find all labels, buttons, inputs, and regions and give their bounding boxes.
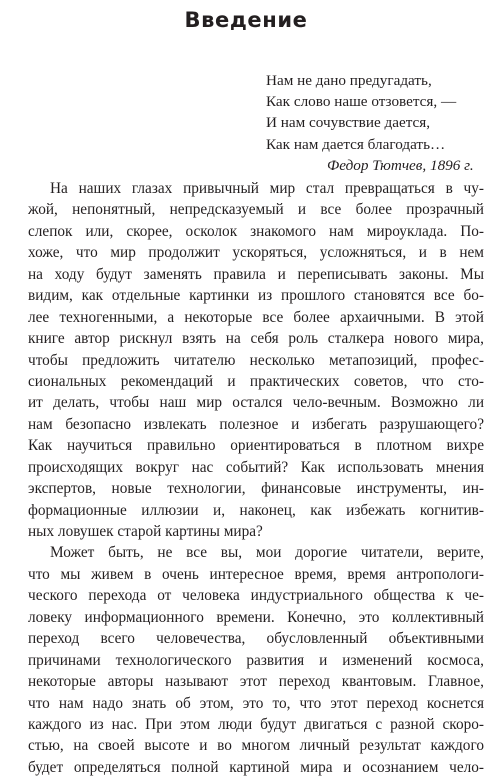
epigraph-line: Как нам дается благодать… [266,135,446,153]
paragraph-line: ческого перехода от человека индустриального общества к че- [28,587,484,605]
paragraph-line: книге автор рискнул взять на себя роль сталкера нового мира, [28,330,484,348]
paragraph-line: видим, как отдельные картинки из прошлого становятся все бо- [28,287,484,305]
paragraph-line: причинами технологического развития и изменений космоса, [28,651,484,669]
epigraph [266,70,474,176]
paragraph-line: переход всего человечества, обусловленный объективными [28,630,484,648]
paragraph-line: экспертов, новые технологии, финансовые инструменты, ин- [28,480,484,498]
paragraph-line: На наших глазах привычный мир стал превращаться в чу- [50,180,484,197]
epigraph-line: Как слово наше отзовется, — [266,93,457,111]
paragraph-line: на ходу будут заменять правила и переписывать законы. Мы [28,265,484,283]
paragraph-line: сиональных рекомендаций и практических советов, что сто- [28,372,484,390]
paragraph-line: жой, непонятный, непредсказуемый и все более прозрачный [28,201,484,219]
epigraph-line: Нам не дано предугадать, [266,72,432,89]
paragraph-line: что нам надо знать об этом, это то, что этот переход коснется [28,694,484,712]
paragraph-line: стью, на своей высоте и во многом личный результат каждого [28,737,484,755]
paragraph-line: нам безопасно извлекать полезное и избегать разрушающего? [28,415,484,433]
paragraph-line: ных ловушек старой картины мира? [28,523,263,540]
paragraph-line: Как научиться правильно ориентироваться в плотном вихре [28,437,484,455]
paragraph-line: чтобы предложить читателю несколько метапозиций, профес- [28,351,484,369]
body-text [28,178,484,778]
paragraph-line: некоторые авторы называют этот переход квантовым. Главное, [28,673,484,691]
paragraph-line: ит делать, чтобы наш мир остался чело-вечным. Возможно ли [28,394,484,412]
epigraph-line: И нам сочувствие дается, [266,114,431,132]
paragraph-line: ловеку информационного времени. Конечно, это коллективный [28,608,484,626]
epigraph-attribution: Федор Тютчев, 1896 г. [327,156,474,174]
paragraph-line: слепок или, скорее, осколок знакомого нам мироуклада. По- [28,222,484,240]
paragraph-line: каждого из нас. При этом люди будут двигаться с разной скоро- [28,715,484,733]
paragraph-line: происходящих вокруг нас событий? Как использовать мнения [28,458,484,476]
paragraph-line: что мы живем в очень интересное время, время антропологи- [28,565,484,583]
paragraph-line: формационные иллюзии и, наконец, как избежать когнитив- [28,501,484,519]
chapter-heading: Введение [184,8,308,32]
paragraph-line: будет определяться полной картиной мира и осознанием чело- [28,758,484,776]
paragraph-line: лее техногенными, а некоторые все более архаичными. В этой [28,308,484,326]
paragraph-line: хоже, что мир продолжит ускоряться, усложняться, и в нем [28,244,484,262]
paragraph-line: Может быть, не все вы, мои дорогие читатели, верите, [50,544,484,562]
